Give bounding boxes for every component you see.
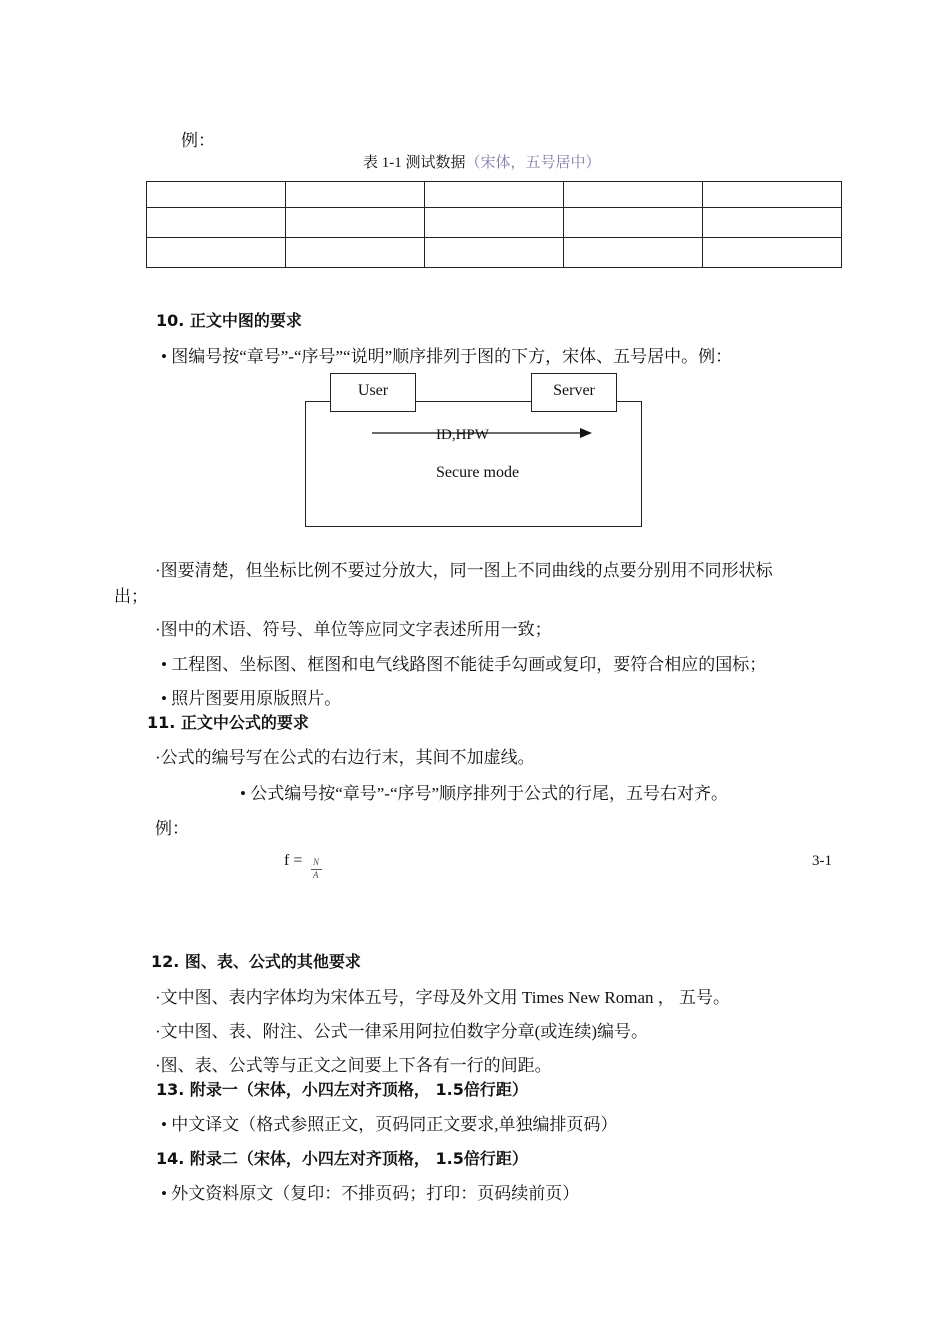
section-13-para1: • 中文译文（格式参照正文，页码同正文要求,单独编排页码）: [161, 1115, 618, 1134]
table-cell: [703, 182, 842, 208]
table-cell: [703, 208, 842, 238]
table-row: [147, 182, 842, 208]
server-label: Server: [553, 382, 595, 399]
table-caption-main: 表 1-1 测试数据: [363, 155, 466, 171]
section-10-heading: 10. 正文中图的要求: [156, 311, 302, 330]
mode-label: Secure mode: [436, 464, 520, 481]
table-row: [147, 208, 842, 238]
table-cell: [425, 208, 564, 238]
section-11-example-label: 例：: [155, 819, 189, 838]
section-14-para1: • 外文资料原文（复印：不排页码；打印：页码续前页）: [161, 1184, 580, 1203]
example-label: 例：: [181, 131, 215, 150]
section-14-heading: 14. 附录二（宋体，小四左对齐顶格， 1.5倍行距）: [156, 1149, 528, 1168]
section-10-para2: ·图中的术语、符号、单位等应同文字表述所用一致；: [155, 620, 552, 639]
table-cell: [425, 238, 564, 268]
table-cell: [286, 208, 425, 238]
table-caption-note: （宋体，五号居中）: [465, 155, 601, 171]
table-cell: [147, 238, 286, 268]
table-cell: [564, 208, 703, 238]
section-11-para2: • 公式编号按“章号”-“序号”顺序排列于公式的行尾，五号右对齐。: [240, 784, 729, 803]
section-10-para1-line1: ·图要清楚，但坐标比例不要过分放大，同一图上不同曲线的点要分别用不同形状标: [155, 561, 773, 580]
table-cell: [286, 238, 425, 268]
formula-lhs: f =: [284, 852, 303, 869]
section-11-para1: ·公式的编号写在公式的右边行末，其间不加虚线。: [155, 748, 535, 767]
table-cell: [286, 182, 425, 208]
formula-numerator: N: [313, 857, 320, 867]
section-11-heading: 11. 正文中公式的要求: [147, 713, 309, 732]
section-10-bullet: • 图编号按“章号”-“序号”“说明”顺序排列于图的下方，宋体、五号居中。例：: [161, 347, 733, 366]
section-12-heading: 12. 图、表、公式的其他要求: [151, 952, 361, 971]
table-cell: [147, 182, 286, 208]
section-13-heading: 13. 附录一（宋体，小四左对齐顶格， 1.5倍行距）: [156, 1080, 528, 1099]
table-cell: [564, 182, 703, 208]
section-12-para1: ·文中图、表内字体均为宋体五号，字母及外文用 Times New Roman ， 五号。: [155, 988, 731, 1007]
section-10-para4: • 照片图要用原版照片。: [161, 689, 342, 708]
table-row: [147, 238, 842, 268]
table-cell: [425, 182, 564, 208]
formula-denominator: A: [313, 870, 319, 880]
arrow-label: ID,HPW: [436, 427, 489, 443]
test-data-table: [146, 181, 842, 268]
section-12-para3: ·图、表、公式等与正文之间要上下各有一行的间距。: [155, 1056, 552, 1075]
user-box: [330, 373, 416, 412]
table-caption: [363, 151, 601, 172]
server-box: [531, 373, 617, 412]
section-10-para1-line2: 出；: [114, 587, 148, 606]
table-cell: [147, 208, 286, 238]
table-cell: [564, 238, 703, 268]
section-10-para3: • 工程图、坐标图、框图和电气线路图不能徒手勾画或复印，要符合相应的国标；: [161, 655, 767, 674]
formula-number: 3-1: [812, 853, 832, 869]
section-12-para2: ·文中图、表、附注、公式一律采用阿拉伯数字分章(或连续)编号。: [155, 1022, 648, 1041]
user-label: User: [357, 382, 389, 399]
table-cell: [703, 238, 842, 268]
